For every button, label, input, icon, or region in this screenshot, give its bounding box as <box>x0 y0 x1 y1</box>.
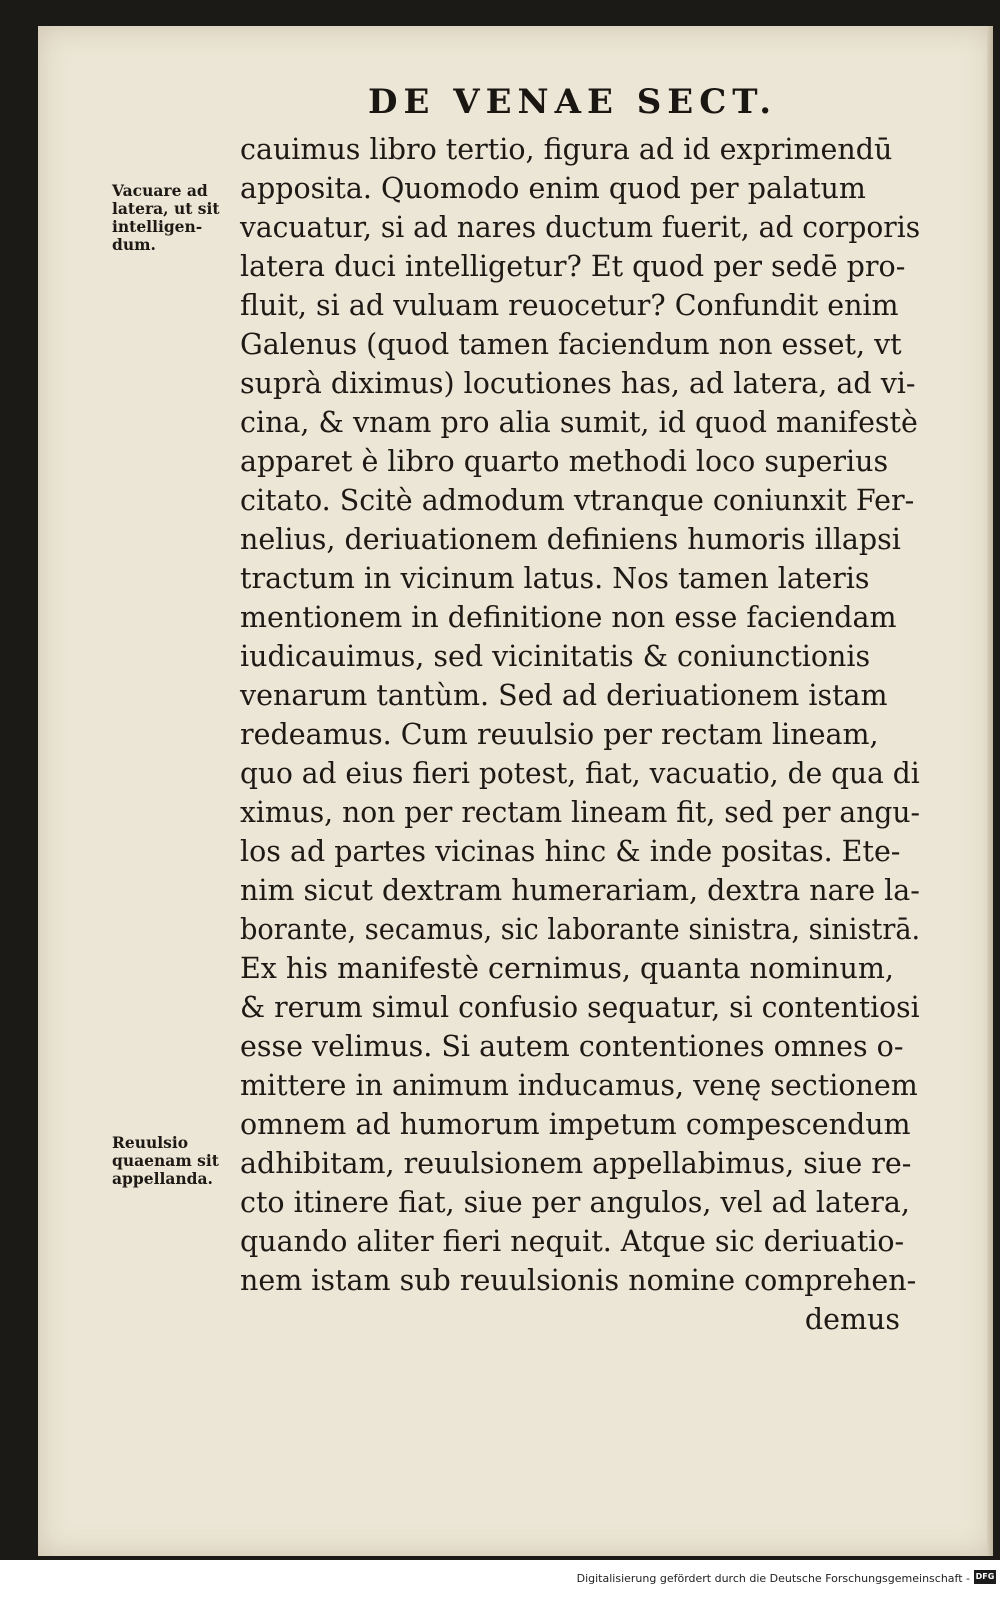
text-line: tractum in vicinum latus. Nos tamen lateris <box>240 562 870 595</box>
text-line: latera duci intelligetur? Et quod per sedē pro- <box>240 250 906 283</box>
text-line: citato. Scitè admodum vtranque coniunxit Fer- <box>240 484 915 517</box>
text-line: apposita. Quomodo enim quod per palatum <box>240 172 866 205</box>
text-line: quando aliter fieri nequit. Atque sic deriuatio- <box>240 1225 905 1258</box>
text-line: ximus, non per rectam lineam fit, sed per angu- <box>240 796 921 829</box>
margin-note-line: appellanda. <box>112 1169 213 1188</box>
margin-note-line: Reuulsio <box>112 1133 189 1152</box>
text-line: Ex his manifestè cernimus, quanta nominum, <box>240 952 894 985</box>
text-line: Galenus (quod tamen faciendum non esset, vt <box>240 328 902 361</box>
text-line: nem istam sub reuulsionis nomine comprehen- <box>240 1264 917 1297</box>
margin-note-reuulsio <box>112 1134 252 1188</box>
funding-credit: Digitalisierung gefördert durch die Deutsche Forschungsgemeinschaft - <box>576 1572 970 1585</box>
text-line: cto itinere fiat, siue per angulos, vel ad latera, <box>240 1186 910 1219</box>
text-line: iudicauimus, sed vicinitatis & coniunctionis <box>240 640 871 673</box>
margin-note-vacuare <box>112 182 252 254</box>
text-line: venarum tantùm. Sed ad deriuationem istam <box>240 679 888 712</box>
text-line: quo ad eius fieri potest, fiat, vacuatio, de qua di <box>240 757 920 790</box>
text-line: apparet è libro quarto methodi loco superius <box>240 445 889 478</box>
text-line: suprà diximus) locutiones has, ad latera, ad vi- <box>240 367 916 400</box>
text-line: fluit, si ad vuluam reuocetur? Confundit enim <box>240 289 899 322</box>
text-line: mittere in animum inducamus, venę sectionem <box>240 1069 918 1102</box>
text-line: omnem ad humorum impetum compescendum <box>240 1108 911 1141</box>
text-line: vacuatur, si ad nares ductum fuerit, ad corporis <box>240 211 921 244</box>
margin-note-line: latera, ut sit <box>112 199 220 218</box>
text-line: mentionem in definitione non esse faciendam <box>240 601 897 634</box>
text-line: adhibitam, reuulsionem appellabimus, siue re- <box>240 1147 912 1180</box>
text-line: nim sicut dextram humerariam, dextra nare la- <box>240 874 920 907</box>
margin-note-line: quaenam sit <box>112 1151 219 1170</box>
running-head: DE VENAE SECT. <box>368 82 778 122</box>
text-line: los ad partes vicinas hinc & inde positas. Ete- <box>240 835 901 868</box>
text-line: redeamus. Cum reuulsio per rectam lineam, <box>240 718 879 751</box>
text-line: demus <box>804 1303 900 1336</box>
text-line: borante, secamus, sic laborante sinistra, sinistrā. <box>240 913 921 946</box>
text-line: nelius, deriuationem definiens humoris illapsi <box>240 523 901 556</box>
dfg-logo-icon: DFG <box>974 1570 996 1584</box>
text-line: esse velimus. Si autem contentiones omnes o- <box>240 1030 904 1063</box>
text-line: cauimus libro tertio, figura ad id exprimendū <box>240 133 893 166</box>
text-line: & rerum simul confusio sequatur, si contentiosi <box>240 991 920 1024</box>
margin-note-line: Vacuare ad <box>112 181 208 200</box>
footer-bar <box>0 1560 1000 1599</box>
text-line: cina, & vnam pro alia sumit, id quod manifestè <box>240 406 918 439</box>
margin-note-line: intelligen- <box>112 217 203 236</box>
page-edge <box>987 26 993 1556</box>
margin-note-line: dum. <box>112 235 156 254</box>
body-text <box>240 130 920 1339</box>
